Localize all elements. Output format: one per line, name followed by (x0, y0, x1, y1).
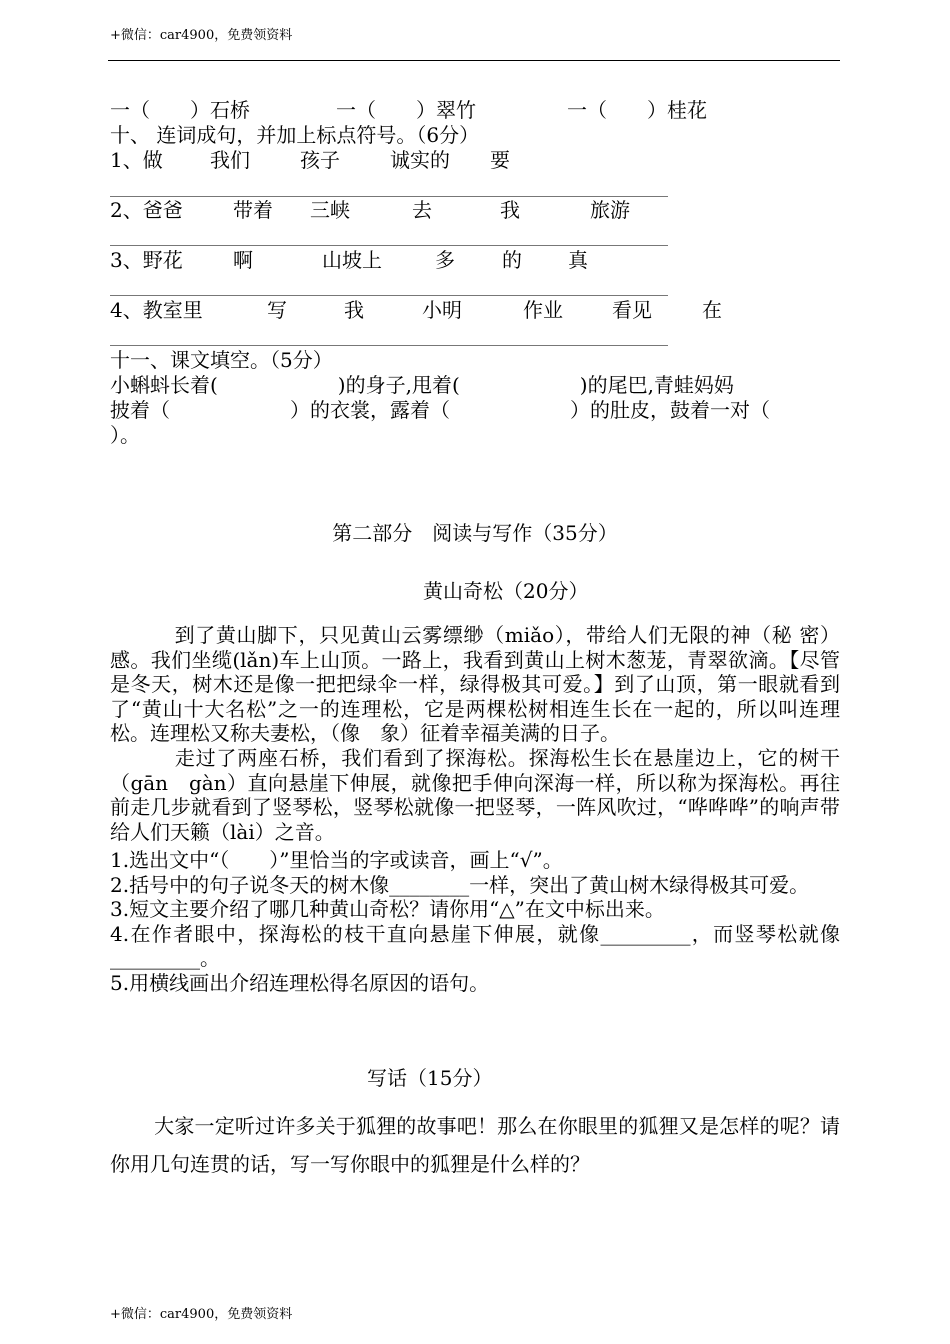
sentence-row-3 (110, 248, 710, 272)
passage-paragraph-2-text: 走过了两座石桥，我们看到了探海松。探海松生长在悬崖边上，它的树干（gān gàn）直向悬崖下伸展，就像把手伸向深海一样，所以称为探海松。再往前走几步就看到了竖琴松，竖琴松就像一把竖琴，一阵风吹过，“哗哗哗”的响声带给人们天籁（lài）之音。 (110, 745, 840, 844)
word: 诚实的 (390, 148, 450, 172)
word: 山坡上 (322, 248, 382, 272)
sentence-row-1 (110, 148, 710, 172)
footer-watermark: +微信：car4900，免费领资料 (110, 1307, 293, 1322)
passage-title: 黄山奇松（20分） (423, 579, 589, 603)
quantifier-item-3: 一（ ）桂花 (567, 98, 707, 122)
word: 去 (412, 198, 432, 222)
section11-line-2: 披着（ ）的衣裳，露着（ ）的肚皮，鼓着一对（ (110, 398, 770, 422)
word: 2、爸爸 (110, 198, 183, 222)
question-4: 4.在作者眼中，探海松的枝干直向悬崖下伸展，就像_________，而竖琴松就像_________。 (110, 921, 840, 971)
word: 看见 (612, 298, 652, 322)
word: 我们 (210, 148, 250, 172)
sentence-row-2 (110, 198, 710, 222)
answer-line-3 (110, 295, 668, 296)
word: 的 (502, 248, 522, 272)
passage-paragraph-2 (110, 746, 840, 844)
word: 4、教室里 (110, 298, 203, 322)
part2-title: 第二部分 阅读与写作（35分） (332, 521, 618, 545)
word: 带着 (233, 198, 273, 222)
word: 我 (344, 298, 364, 322)
sentence-row-4 (110, 298, 750, 322)
word: 孩子 (300, 148, 340, 172)
question-list (110, 848, 840, 996)
section11-line-3: ）。 (110, 423, 140, 447)
writing-prompt-text: 大家一定听过许多关于狐狸的故事吧！那么在你眼里的狐狸又是怎样的呢？请你用几句连贯的话，写一写你眼中的狐狸是什么样的？ (110, 1114, 840, 1176)
answer-line-4 (110, 345, 668, 346)
section11-title: 十一、课文填空。（5分） (110, 348, 333, 372)
answer-line-2 (110, 245, 668, 246)
word: 在 (702, 298, 722, 322)
quantifier-item-1: 一（ ）石桥 (110, 98, 250, 122)
passage-body (110, 623, 840, 844)
word: 真 (568, 248, 588, 272)
writing-prompt-block (110, 1107, 840, 1183)
section11-line-1: 小蝌蚪长着( )的身子,甩着( )的尾巴,青蛙妈妈 (110, 373, 734, 397)
word: 多 (435, 248, 455, 272)
word: 小明 (422, 298, 462, 322)
question-2: 2.括号中的句子说冬天的树木像________一样，突出了黄山树木绿得极其可爱。 (110, 872, 810, 897)
word: 啊 (233, 248, 253, 272)
header-rule (108, 60, 840, 61)
word: 写 (267, 298, 287, 322)
word: 要 (490, 148, 510, 172)
writing-prompt (110, 1107, 840, 1183)
answer-line-1 (110, 196, 668, 197)
word: 作业 (523, 298, 563, 322)
section10-title: 十、 连词成句，并加上标点符号。（6分） (110, 123, 480, 147)
question-5: 5.用横线画出介绍连理松得名原因的语句。 (110, 970, 490, 995)
word: 1、做 (110, 148, 163, 172)
word: 旅游 (590, 198, 630, 222)
writing-title: 写话（15分） (367, 1066, 493, 1090)
question-1: 1.选出文中“（ ）”里恰当的字或读音，画上“√”。 (110, 848, 563, 872)
word: 三峡 (310, 198, 350, 222)
word: 3、野花 (110, 248, 183, 272)
quantifier-item-2: 一（ ）翠竹 (336, 98, 476, 122)
passage-paragraph-1 (110, 623, 840, 746)
passage-paragraph-1-text: 到了黄山脚下，只见黄山云雾缥缈（miǎo），带给人们无限的神（秘 密）感。我们坐缆(lǎn)车上山顶。一路上，我看到黄山上树木葱茏，青翠欲滴。【尽管是冬天，树木还是像一把把绿伞一样，绿得极其可爱。】到了山顶，第一眼就看到了“黄山十大名松”之一的连理松，它是两棵松树相连生长在一起的，所以叫连理松。连理松又称夫妻松，（像 象）征着幸福美满的日子。 (110, 623, 840, 746)
word: 我 (500, 198, 520, 222)
header-watermark: +微信：car4900，免费领资料 (110, 28, 293, 43)
question-3: 3.短文主要介绍了哪几种黄山奇松？请你用“△”在文中标出来。 (110, 897, 665, 922)
